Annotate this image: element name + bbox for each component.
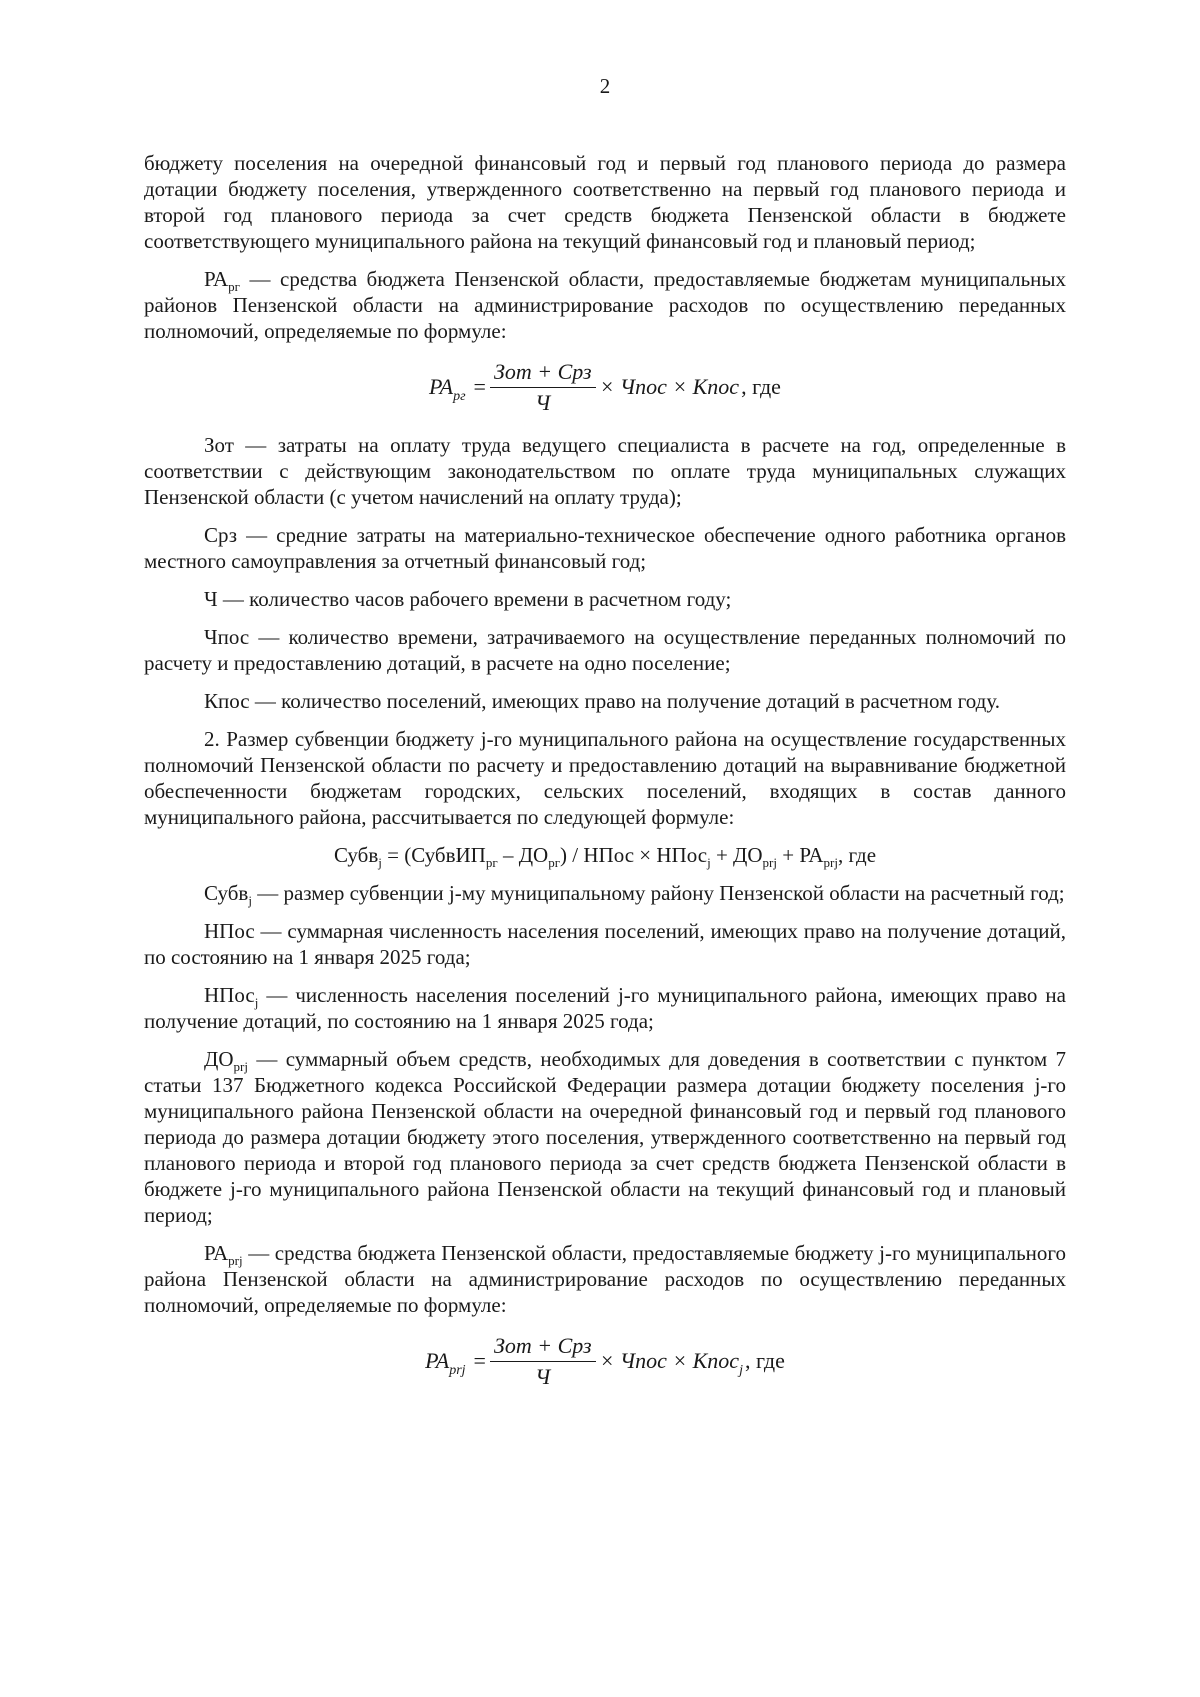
formula-fraction — [490, 359, 596, 416]
definition-kpos: Кпос — количество поселений, имеющих право на получение дотаций в расчетном году. — [204, 689, 1000, 713]
item-2: 2. Размер субвенции бюджету j-го муниципального района на осуществление государственных полномочий Пензенской области по расчету и предоставлению дотаций на выравнивание бюджетной обеспеченности бюджетам городских, сельских поселений, входящих в состав данного муниципального района, рассчитывается по следующей формуле: — [144, 727, 1066, 829]
fraction-denominator: Ч — [535, 389, 551, 415]
symbol-subscript: рг — [228, 279, 241, 294]
definition-pa-rg — [144, 266, 1066, 344]
formula-lhs: $PA_{рrj}$ — [425, 1348, 466, 1378]
formula-rhs: × Чпос × Кпос$_j$ — [599, 1348, 743, 1378]
definition-zot: Зот — затраты на оплату труда ведущего специалиста в расчете на год, определенные в соответствии с действующим законодательством по оплате труда муниципальных служащих Пензенской области (с учетом начислений на оплату труда); — [144, 433, 1066, 509]
formula-subv: Субв$_j$ = (СубвИП$_{рг}$ – $ДО_{рг}$) / НПос × НПос$_j$ + $ДО_{рrj} + РА_{рrj}$, где — [333, 843, 877, 870]
paragraph-continuation: бюджету поселения на очередной финансовый год и первый год планового периода до размера дотации бюджету поселения, утвержденного соответственно на первый год планового периода и второй год планового периода за счет средств бюджета Пензенской области в бюджете соответствующего муниципального района на текущий финансовый год и плановый период; — [144, 151, 1066, 253]
definition-srz: Срз — средние затраты на материально-техническое обеспечение одного работника органов местного самоуправления за отчетный финансовый год; — [144, 523, 1066, 573]
fraction-numerator: Зот + Срз — [490, 1333, 596, 1362]
definition-npos: НПос — суммарная численность населения поселений, имеющих право на получение дотаций, по состоянию на 1 января 2025 года; — [144, 919, 1066, 969]
formula-rhs: × Чпос × Кпос — [599, 374, 740, 399]
definition-text: — средства бюджета Пензенской области, предоставляемые бюджетам муниципальных районов Пензенской области на администрирование расходов по осуществлению переданных полномочий, определяемые по формуле: — [144, 267, 1066, 343]
definition-paprj: $РА_{рrj}$ — средства бюджета Пензенской области, предоставляемые бюджету j-го муниципального района Пензенской области на администрирование расходов по осуществлению переданных полномочий, определяемые по формуле: — [144, 1241, 1066, 1317]
formula-pa-prj — [144, 1330, 1066, 1392]
definition-chpos: Чпос — количество времени, затрачиваемого на осуществление переданных полномочий по расчету и предоставлению дотаций, в расчете на одно поселение; — [144, 625, 1066, 675]
definition-subv: Субв$_j$ — размер субвенции j-му муниципальному району Пензенской области на расчетный год; — [204, 881, 1065, 908]
formula-tail: , где — [741, 374, 781, 399]
formula-fraction — [490, 1333, 596, 1390]
formula-equals: = — [473, 1348, 486, 1373]
formula-pa-rg — [144, 356, 1066, 418]
definition-doprj: $ДО_{рrj}$ — суммарный объем средств, необходимых для доведения в соответствии с пунктом 7 статьи 137 Бюджетного кодекса Российской Федерации размера дотации бюджету поселения j-го муниципального района Пензенской области на очередной финансовый год и первый год планового периода до размера дотации бюджету этого поселения, утвержденного соответственно на первый год планового периода и второй год планового периода за счет средств бюджета Пензенской области в бюджете j-го муниципального района Пензенской области на текущий финансовый год и плановый период; — [144, 1047, 1066, 1227]
page-number: 2 — [599, 74, 611, 98]
definition-ch: Ч — количество часов рабочего времени в расчетном году; — [204, 587, 732, 611]
formula-equals: = — [473, 374, 486, 399]
symbol: РА — [204, 267, 229, 291]
formula-lhs: $PA_{рг}$ — [429, 374, 466, 404]
formula-tail: , где — [744, 1348, 785, 1373]
definition-nposj: НПос$_j$ — численность населения поселений j-го муниципального района, имеющих право на получение дотаций, по состоянию на 1 января 2025 года; — [144, 983, 1066, 1033]
fraction-numerator: Зот + Срз — [490, 359, 596, 388]
fraction-denominator: Ч — [535, 1363, 551, 1389]
